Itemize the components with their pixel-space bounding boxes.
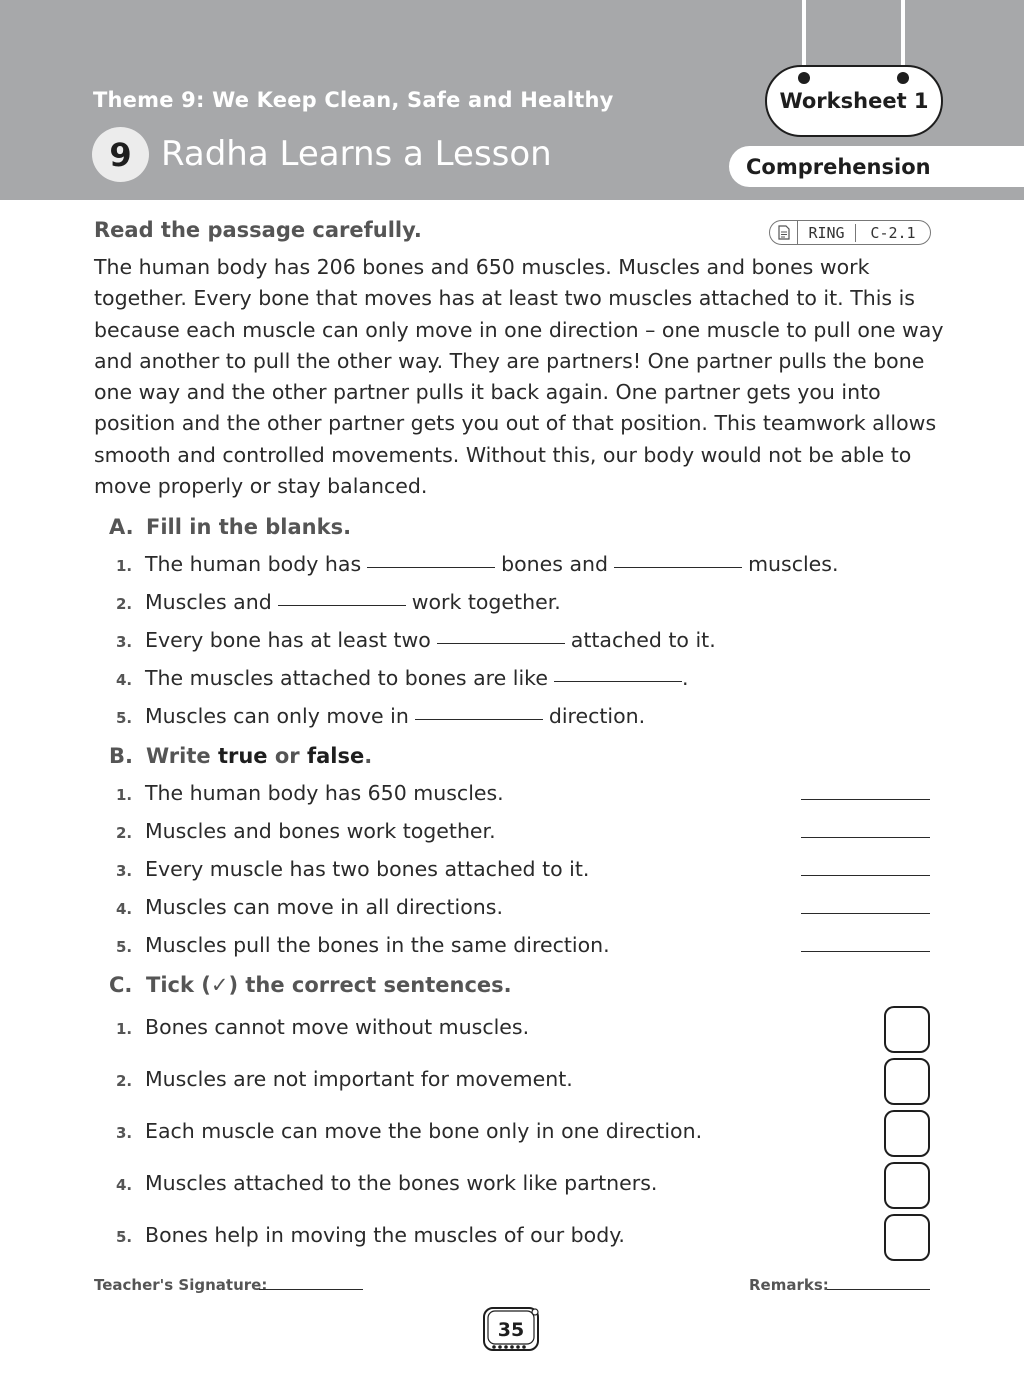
tick-checkbox[interactable]	[884, 1058, 930, 1105]
true-false-item: 4. Muscles can move in all directions.	[116, 895, 503, 919]
tick-checkbox[interactable]	[884, 1006, 930, 1053]
document-icon	[770, 221, 798, 244]
section-letter: A.	[109, 515, 134, 539]
remarks-label: Remarks:	[749, 1276, 829, 1294]
theme-title: Theme 9: We Keep Clean, Safe and Healthy	[93, 88, 614, 112]
fill-blank-item: 4. The muscles attached to bones are like .	[116, 666, 689, 690]
page-number: 35	[497, 1319, 525, 1341]
worksheet-label: Worksheet 1	[765, 65, 943, 137]
tick-item: 3. Each muscle can move the bone only in one direction.	[116, 1119, 703, 1143]
page-badge-frame-icon	[482, 1306, 542, 1354]
tick-item: 2. Muscles are not important for movement.	[116, 1067, 573, 1091]
answer-line[interactable]	[801, 837, 930, 838]
section-title: Tick (✓) the correct sentences.	[146, 973, 512, 997]
tick-item: 1. Bones cannot move without muscles.	[116, 1015, 530, 1039]
tick-item: 4. Muscles attached to the bones work like partners.	[116, 1171, 658, 1195]
true-false-item: 1. The human body has 650 muscles.	[116, 781, 504, 805]
chapter-number-badge: 9	[92, 127, 149, 182]
fill-blank-item: 1. The human body has bones and muscles.	[116, 552, 839, 576]
passage-heading: Read the passage carefully.	[94, 218, 422, 242]
section-title: Fill in the blanks.	[146, 515, 352, 539]
hanger-ring-left	[798, 72, 810, 84]
true-false-item: 3. Every muscle has two bones attached to it.	[116, 857, 590, 881]
answer-line[interactable]	[801, 875, 930, 876]
answer-line[interactable]	[801, 799, 930, 800]
section-b-heading: B. Write true or false.	[109, 744, 373, 768]
comprehension-tab: Comprehension	[729, 146, 1024, 187]
page-number-badge	[482, 1306, 542, 1354]
fill-blank-item: 3. Every bone has at least two attached to it.	[116, 628, 716, 652]
passage-text: The human body has 206 bones and 650 muscles. Muscles and bones work together. Every bone that moves has at least two muscles attached to it. This is because each muscle can only move in one direction – one muscle to pull one way and another to pull the other way. They are partners! One partner pulls the bone one way and the other partner pulls it back again. One partner gets you into position and the other partner gets you out of that position. This teamwork allows smooth and controlled movements. Without this, our body would not be able to move properly or stay balanced.	[94, 255, 944, 499]
section-letter: C.	[109, 973, 133, 997]
fill-blank-item: 2. Muscles and work together.	[116, 590, 561, 614]
answer-line[interactable]	[801, 913, 930, 914]
answer-blank[interactable]	[278, 605, 406, 606]
hanger-ring-right	[897, 72, 909, 84]
tick-checkbox[interactable]	[884, 1162, 930, 1209]
section-a-heading	[109, 515, 351, 539]
tick-checkbox[interactable]	[884, 1214, 930, 1261]
answer-blank[interactable]	[367, 567, 495, 568]
answer-line[interactable]	[801, 951, 930, 952]
fill-blank-item: 5. Muscles can only move in direction.	[116, 704, 646, 728]
answer-blank[interactable]	[437, 643, 565, 644]
chapter-title: Radha Learns a Lesson	[161, 134, 552, 174]
ring-code-label: RING	[798, 224, 856, 242]
true-false-item: 5. Muscles pull the bones in the same direction.	[116, 933, 610, 957]
tick-item: 5. Bones help in moving the muscles of our body.	[116, 1223, 625, 1247]
ring-code-badge	[769, 220, 931, 245]
answer-blank[interactable]	[614, 567, 742, 568]
section-letter: B.	[109, 744, 133, 768]
signature-line[interactable]	[259, 1289, 363, 1290]
true-false-item: 2. Muscles and bones work together.	[116, 819, 496, 843]
remarks-line[interactable]	[827, 1289, 930, 1290]
answer-blank[interactable]	[554, 681, 682, 682]
answer-blank[interactable]	[415, 719, 543, 720]
ring-code-value: C-2.1	[870, 223, 916, 242]
section-c-heading	[109, 973, 512, 997]
teacher-signature-label: Teacher's Signature:	[94, 1276, 268, 1294]
tick-checkbox[interactable]	[884, 1110, 930, 1157]
